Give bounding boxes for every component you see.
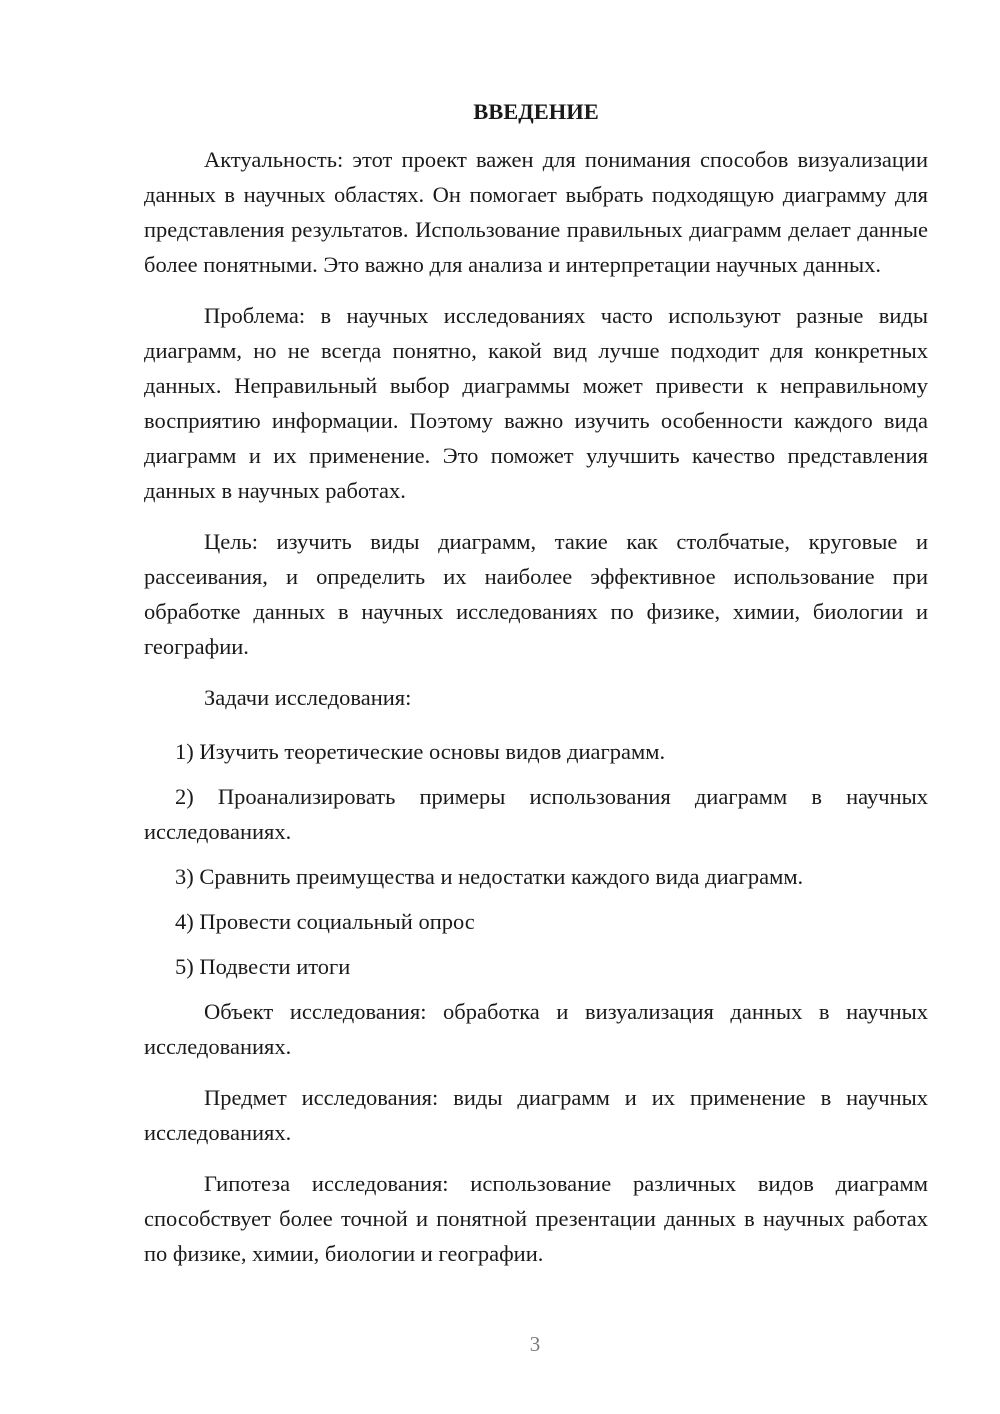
paragraph-object: Объект исследования: обработка и визуализация данных в научных исследованиях. (144, 999, 928, 1059)
task-item-2: 2) Проанализировать примеры использования диаграмм в научных исследованиях. (144, 784, 928, 844)
paragraph-goal: Цель: изучить виды диаграмм, такие как столбчатые, круговые и рассеивания, и определить их наиболее эффективное использование при обработке данных в научных исследованиях по физике, химии, биологии и географии. (144, 529, 928, 659)
page-number: 3 (529, 1332, 541, 1356)
document-page (144, 94, 928, 1287)
task-item-4: 4) Провести социальный опрос (175, 909, 475, 934)
page-title: ВВЕДЕНИЕ (473, 99, 599, 124)
paragraph-problem: Проблема: в научных исследованиях часто используют разные виды диаграмм, но не всегда понятно, какой вид лучше подходит для конкретных данных. Неправильный выбор диаграммы может привести к неправильному восприятию информации. Поэтому важно изучить особенности каждого вида диаграмм и их применение. Это поможет улучшить качество представления данных в научных работах. (144, 303, 928, 503)
paragraph-relevance: Актуальность: этот проект важен для понимания способов визуализации данных в научных областях. Он помогает выбрать подходящую диаграмму для представления результатов. Использование правильных диаграмм делает данные более понятными. Это важно для анализа и интерпретации научных данных. (144, 147, 928, 277)
tasks-heading: Задачи исследования: (204, 685, 412, 710)
paragraph-hypothesis: Гипотеза исследования: использование различных видов диаграмм способствует более точной и понятной презентации данных в научных работах по физике, химии, биологии и географии. (144, 1171, 928, 1266)
tasks-list (144, 734, 928, 984)
task-item-5: 5) Подвести итоги (175, 954, 351, 979)
task-item-1: 1) Изучить теоретические основы видов диаграмм. (175, 739, 666, 764)
task-item-3: 3) Сравнить преимущества и недостатки каждого вида диаграмм. (175, 864, 804, 889)
paragraph-subject: Предмет исследования: виды диаграмм и их применение в научных исследованиях. (144, 1085, 928, 1145)
